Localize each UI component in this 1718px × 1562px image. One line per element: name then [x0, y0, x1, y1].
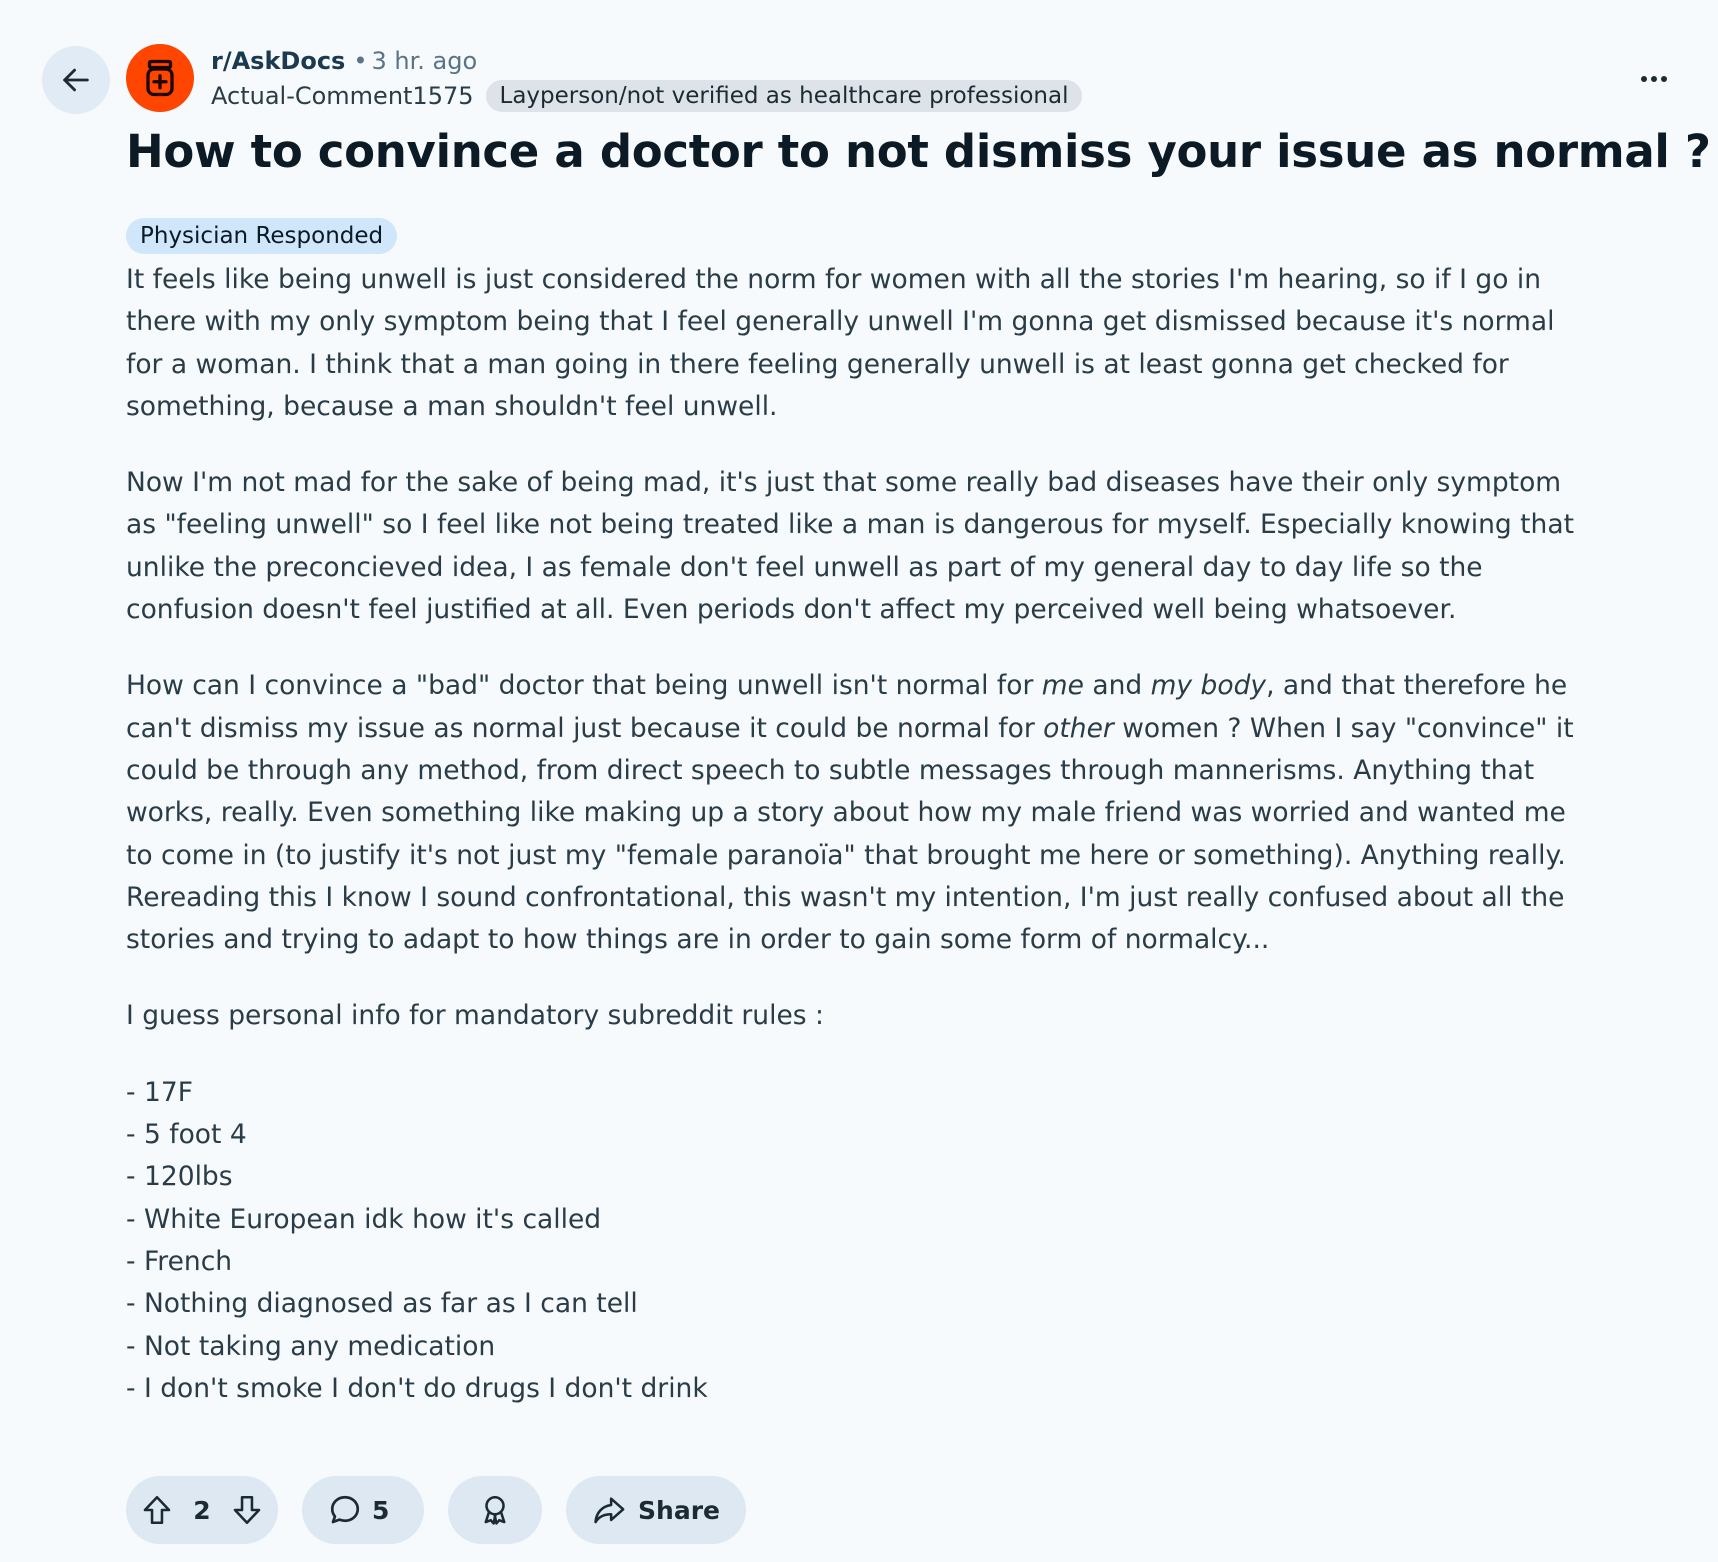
post-body: [126, 259, 1706, 1410]
body-line: [126, 665, 1706, 707]
emphasis-text: my body: [1150, 670, 1267, 702]
body-line: stories and trying to adapt to how things are in order to gain some form of normalcy...: [126, 924, 1270, 956]
body-line: Rereading this I know I sound confrontational, this wasn't my intention, I'm just really confused about all the: [126, 881, 1565, 913]
body-line: for a woman. I think that a man going in there feeling generally unwell is at least gonna get checked for: [126, 348, 1509, 380]
arrow-left-icon: [59, 63, 93, 97]
emphasis-text: other: [1043, 712, 1114, 744]
comment-count: 5: [372, 1495, 390, 1525]
downvote-button[interactable]: [230, 1493, 264, 1527]
text-segment: How can I convince a "bad" doctor that being unwell isn't normal for: [126, 670, 1042, 702]
body-line: as "feeling unwell" so I feel like not being treated like a man is dangerous for myself. Especially knowing that: [126, 509, 1574, 541]
list-item: - 17F: [126, 1076, 193, 1108]
post-meta-row: [211, 44, 1591, 78]
list-item: - White European idk how it's called: [126, 1203, 602, 1235]
body-line: confusion doesn't feel justified at all. Even periods don't affect my perceived well being whatsoever.: [126, 594, 1457, 626]
list-item: - French: [126, 1245, 233, 1277]
share-arrow-icon: [592, 1493, 626, 1527]
action-bar: [126, 1476, 746, 1544]
body-line: works, really. Even something like making up a story about how my male friend was worried and wanted me: [126, 797, 1566, 829]
post-title: How to convince a doctor to not dismiss your issue as normal ?: [126, 125, 1711, 178]
subreddit-link[interactable]: r/AskDocs: [211, 47, 346, 75]
vote-count: 2: [193, 1495, 211, 1525]
comments-button[interactable]: [302, 1476, 424, 1544]
emphasis-text: me: [1041, 670, 1084, 702]
vote-control: [126, 1476, 278, 1544]
text-segment: , and that therefore he: [1266, 670, 1568, 702]
body-line: I guess personal info for mandatory subreddit rules :: [126, 1000, 824, 1032]
body-line: It feels like being unwell is just considered the norm for women with all the stories I'm hearing, so if I go in: [126, 264, 1541, 295]
arrow-up-icon: [140, 1493, 174, 1527]
body-line: something, because a man shouldn't feel unwell.: [126, 390, 778, 422]
back-button[interactable]: [42, 46, 110, 114]
personal-info-list: [126, 1072, 1706, 1410]
body-line: to come in (to justify it's not just my "female paranoïa" that brought me here or something). Anything really.: [126, 839, 1566, 871]
meta-separator: •: [353, 47, 368, 75]
text-segment: women ? When I say "convince" it: [1113, 712, 1574, 744]
body-line: Now I'm not mad for the sake of being mad, it's just that some really bad diseases have their only symptom: [126, 467, 1562, 499]
speech-bubble-icon: [328, 1493, 362, 1527]
text-segment: and: [1083, 670, 1151, 702]
share-button[interactable]: [566, 1476, 746, 1544]
body-paragraph: [126, 462, 1706, 631]
text-segment: can't dismiss my issue as normal just because it could be normal for: [126, 712, 1044, 744]
award-ribbon-icon: [478, 1493, 512, 1527]
body-paragraph: [126, 665, 1706, 961]
list-item: - I don't smoke I don't do drugs I don't drink: [126, 1372, 708, 1404]
post-flair[interactable]: Physician Responded: [126, 218, 397, 254]
list-item: - Not taking any medication: [126, 1330, 496, 1362]
post-time: 3 hr. ago: [371, 47, 478, 75]
post-meta: [211, 44, 1591, 114]
arrow-down-icon: [230, 1493, 264, 1527]
body-paragraph: [126, 259, 1706, 428]
award-button[interactable]: [448, 1476, 542, 1544]
upvote-button[interactable]: [140, 1493, 174, 1527]
subreddit-avatar[interactable]: [126, 44, 194, 112]
share-label: Share: [638, 1495, 720, 1525]
body-paragraph: [126, 995, 1706, 1037]
more-options-button[interactable]: [1632, 62, 1676, 96]
body-line: [126, 708, 1706, 750]
body-line: could be through any method, from direct speech to subtle messages through mannerisms. Anything that: [126, 754, 1535, 786]
more-horizontal-icon: [1639, 74, 1669, 84]
askdocs-bottle-icon: [142, 58, 178, 98]
list-item: - 5 foot 4: [126, 1119, 247, 1151]
list-item: - 120lbs: [126, 1161, 233, 1193]
body-line: unlike the preconcieved idea, I as female don't feel unwell as part of my general day to day life so the: [126, 551, 1483, 583]
body-line: there with my only symptom being that I feel generally unwell I'm gonna get dismissed because it's normal: [126, 306, 1555, 338]
author-link[interactable]: Actual-Comment1575: [211, 82, 474, 110]
author-row: [211, 78, 1591, 114]
user-flair: Layperson/not verified as healthcare professional: [486, 80, 1083, 112]
list-item: - Nothing diagnosed as far as I can tell: [126, 1288, 638, 1320]
